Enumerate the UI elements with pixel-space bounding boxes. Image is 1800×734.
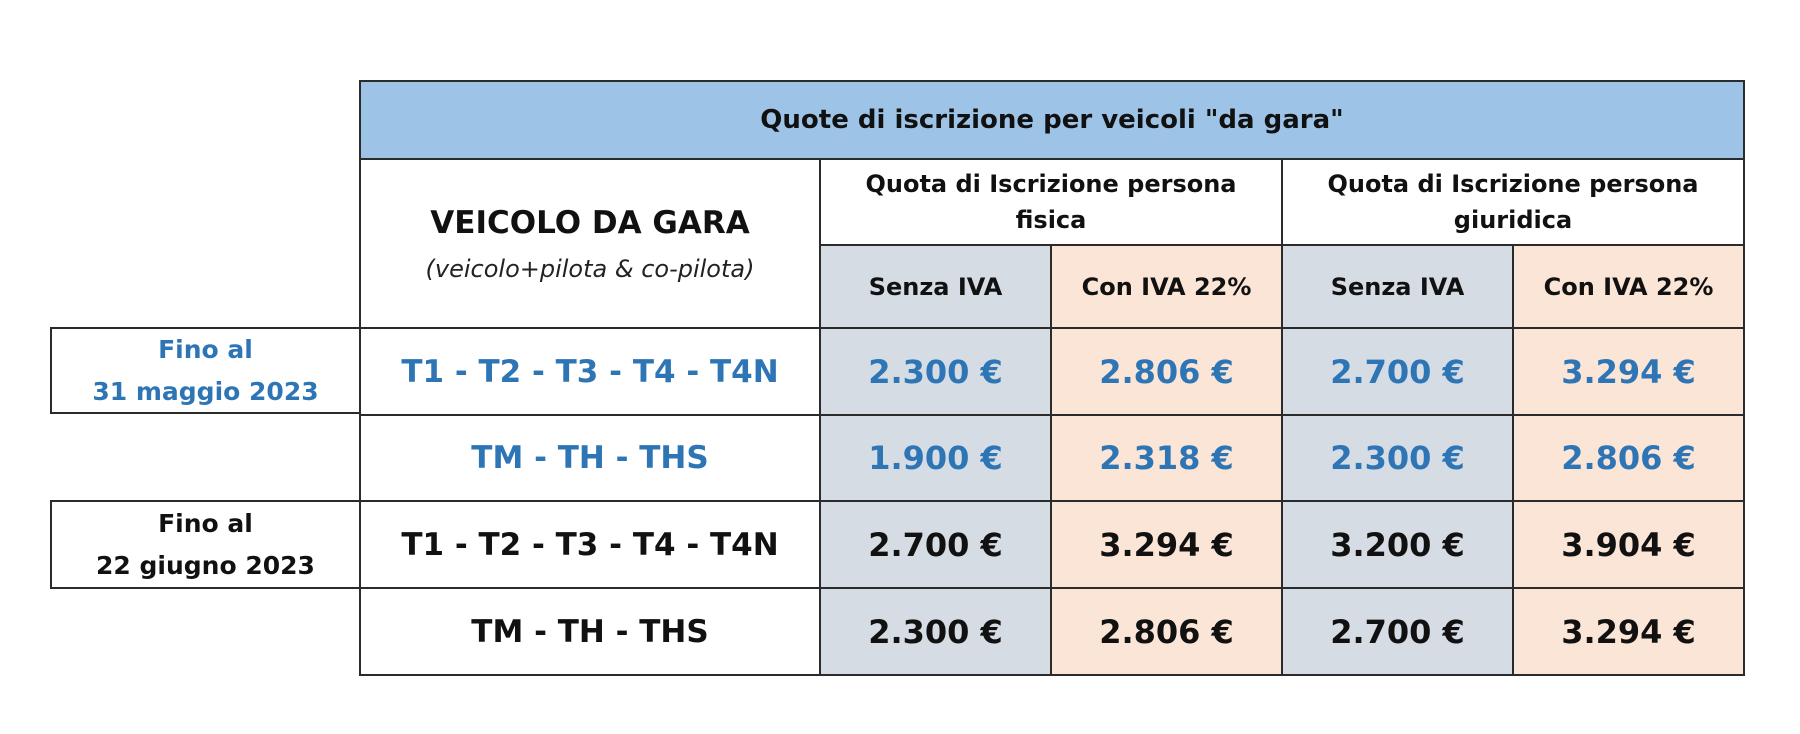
vehicle-column-header: [359, 158, 821, 329]
price-cell: 2.300 €: [819, 327, 1052, 416]
vehicle-header-title: VEICOLO DA GARA: [430, 204, 750, 241]
price-cell: 2.300 €: [819, 587, 1052, 676]
price-cell: 3.294 €: [1512, 327, 1745, 416]
price-cell: 3.294 €: [1050, 500, 1283, 589]
subheader-fisica-senza-iva: Senza IVA: [819, 244, 1052, 329]
period-label-late: [50, 500, 361, 589]
price-cell: 2.806 €: [1050, 327, 1283, 416]
price-cell: 3.904 €: [1512, 500, 1745, 589]
subheader-giuridica-senza-iva: Senza IVA: [1281, 244, 1514, 329]
price-cell: 2.806 €: [1050, 587, 1283, 676]
price-cell: 2.806 €: [1512, 414, 1745, 502]
vehicle-header-subtitle: (veicolo+pilota & co-pilota): [425, 254, 755, 283]
group-header-giuridica: [1281, 158, 1745, 246]
group-header-fisica: [819, 158, 1283, 246]
price-cell: 3.200 €: [1281, 500, 1514, 589]
price-cell: 1.900 €: [819, 414, 1052, 502]
table-title: Quote di iscrizione per veicoli "da gara": [359, 80, 1745, 160]
period-late-line2: 22 giugno 2023: [96, 550, 315, 580]
subheader-giuridica-con-iva: Con IVA 22%: [1512, 244, 1745, 329]
price-cell: 2.318 €: [1050, 414, 1283, 502]
price-cell: 2.700 €: [1281, 327, 1514, 416]
price-cell: 2.300 €: [1281, 414, 1514, 502]
table-row-vehicle: TM - TH - THS: [359, 587, 821, 676]
period-early-line2: 31 maggio 2023: [92, 376, 319, 406]
subheader-fisica-con-iva: Con IVA 22%: [1050, 244, 1283, 329]
price-cell: 3.294 €: [1512, 587, 1745, 676]
group-header-fisica-label: Quota di Iscrizione persona fisica: [865, 170, 1237, 234]
group-header-giuridica-label: Quota di Iscrizione persona giuridica: [1327, 170, 1699, 234]
period-late-line1: Fino al: [158, 508, 253, 538]
period-label-early: [50, 327, 361, 414]
price-cell: 2.700 €: [1281, 587, 1514, 676]
table-row-vehicle: TM - TH - THS: [359, 414, 821, 502]
table-row-vehicle: T1 - T2 - T3 - T4 - T4N: [359, 327, 821, 416]
table-row-vehicle: T1 - T2 - T3 - T4 - T4N: [359, 500, 821, 589]
price-cell: 2.700 €: [819, 500, 1052, 589]
period-early-line1: Fino al: [158, 334, 253, 364]
